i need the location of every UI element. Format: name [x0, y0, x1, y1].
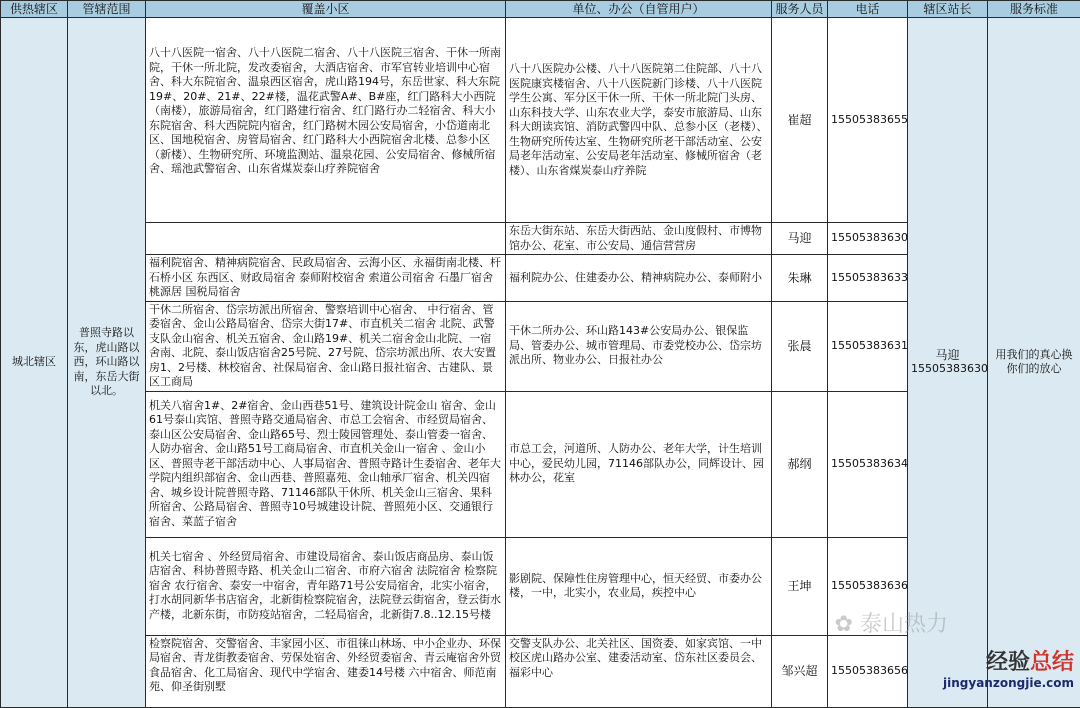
service-standard: 用我们的真心换你们的放心: [988, 18, 1080, 708]
wechat-icon: ✿: [835, 612, 853, 637]
table-row: [1, 18, 1080, 223]
account-name: 泰山热力: [860, 612, 948, 637]
site-name-part-1: 经验: [986, 650, 1030, 675]
communities-cell: 八十八医院一宿舍、八十八医院二宿舍、八十八医院三宿舍、干休一所南院，干休一所北院，发改委宿舍，大酒店宿舍、市军官转业培训中心宿舍、科大东院宿舍、温泉西区宿舍，虎山路194号，东岳世家、科大东院19#、20#、21#、22#楼，温花武警A#、B#座，红门路科大小西院（南楼），旅游局宿舍，红门路建行宿舍、红门路行办二轻宿舍、科大小东院宿舍、科大西院院内宿舍，红门路树木园公安局宿舍，小岱道南北区、国地税宿舍、房管局宿舍、红门路科大小西院宿舍北楼、总参小区（新楼）、生物研究所、环境监测站、温泉花园、公安局宿舍、修械所宿舍、瑶池武警宿舍、山东省煤炭泰山疗养院宿舍: [146, 18, 506, 223]
header-district: 供热辖区: [1, 1, 68, 18]
header-staff: 服务人员: [772, 1, 828, 18]
communities-cell: 检察院宿舍、交警宿舍、丰家园小区、市徂徕山林场、中小企业办、环保局宿舍、青龙街教委宿舍、劳保处宿舍、外经贸委宿舍、青云庵宿舍外贸食品宿舍、化工局宿舍、现代中学宿舍、建委14号楼 六中宿舍、师范南苑、仰圣街别墅: [146, 635, 506, 707]
phone-cell: 15505383636: [828, 537, 908, 635]
communities-cell: [146, 223, 506, 255]
chief-name: 马迎: [911, 348, 984, 363]
header-row: [1, 1, 1080, 18]
site-logo-text: [943, 645, 1074, 676]
phone-cell: 15505383631: [828, 301, 908, 391]
header-units: 单位、办公（自管用户）: [506, 1, 772, 18]
units-cell: 八十八医院办公楼、八十八医院第二住院部、八十八医院康宾楼宿舍、八十八医院新门诊楼、八十八医院学生公寓、军分区干休一所、干休一所北院门头房、山东科技大学、山东农业大学，泰安市旅游局、山东科大朗读宾馆、消防武警四中队、总参小区（老楼）、生物研究所传达室、生物研究所老干部活动室、公安局老年活动室、公安局老年活动室、修械所宿舍（老楼）、山东省煤炭泰山疗养院: [506, 18, 772, 223]
header-chief: 辖区站长: [908, 1, 988, 18]
units-cell: 干休二所办公、环山路143#公安局办公、银保监局、管委办公、城市管理局、市委党校办公、岱宗坊派出所、物业办公、日报社办公: [506, 301, 772, 391]
site-name-part-2: 总结: [1030, 650, 1074, 675]
header-scope: 管辖范围: [68, 1, 146, 18]
site-url: jingyanzongjie.com: [943, 676, 1074, 690]
district-name: 城北辖区: [1, 18, 68, 708]
units-cell: 福利院办公、住建委办公、精神病院办公、泰师附小: [506, 255, 772, 302]
units-cell: 影剧院、保障性住房管理中心，恒天经贸、市委办公楼，一中，北实小，农业局，疾控中心: [506, 537, 772, 635]
staff-cell: 崔超: [772, 18, 828, 223]
phone-cell: 15505383634: [828, 391, 908, 537]
chief-phone: 15505383630: [911, 362, 984, 377]
staff-cell: 邹兴超: [772, 635, 828, 707]
staff-cell: 王坤: [772, 537, 828, 635]
staff-cell: 马迎: [772, 223, 828, 255]
phone-cell: 15505383655: [828, 18, 908, 223]
site-watermark: [943, 645, 1074, 690]
communities-cell: 机关八宿舍1#、2#宿舍、金山西巷51号、建筑设计院金山 宿舍、金山61号泰山宾馆、普照寺路交通局宿舍、市总工会宿舍、市经贸局宿舍、泰山区公安局宿舍、金山路65号、烈士陵园管理处、泰山管委一宿舍、人防办宿舍、金山路51号工商局宿舍、市直机关金山一宿舍 、金山小区、普照寺老干部活动中心、人事局宿舍、普照寺路计生委宿舍、老年大学院内组织部宿舍、金山西巷、普照嘉苑、金山轴承厂宿舍、机关四宿舍、城乡设计院普照寺路、71146部队干休所、机关金山三宿舍、果科所宿舍、公路局宿舍、普照寺10号城建设计院、普照苑小区、交通银行宿舍、菜蓝子宿舍: [146, 391, 506, 537]
header-communities: 覆盖小区: [146, 1, 506, 18]
district-scope: 普照寺路以东，虎山路以西，环山路以南，东岳大街以北。: [68, 18, 146, 708]
staff-cell: 张晨: [772, 301, 828, 391]
units-cell: 东岳大街东站、东岳大街西站、金山度假村、市博物馆办公、花室、市公安局、通信营营房: [506, 223, 772, 255]
communities-cell: 干休二所宿舍、岱宗坊派出所宿舍、警察培训中心宿舍、 中行宿舍、管委宿舍、金山公路局宿舍、岱宗大街17#、市直机关二宿舍 北院、武警支队金山宿舍、机关五宿舍、金山路19#、机关二宿舍金山北院、一宿舍南、北院、泰山饭店宿舍25号院、27号院、岱宗坊派出所、农大安置房1、2号楼、林校宿舍、社保局宿舍、金山路日报社宿舍、古建队、景区工商局: [146, 301, 506, 391]
communities-cell: 机关七宿舍 、外经贸局宿舍、市建设局宿舍、泰山饭店商品房、泰山饭店宿舍、科协普照寺路、机关金山二宿舍、市府六宿舍 法院宿舍 检察院宿舍 农行宿舍、泰安一中宿舍，青年路71号公安局宿舍，北实小宿舍，打水胡同新华书店宿舍，北新街检察院宿舍，法院登云街宿舍，登云街水产楼，北新东街，市防疫站宿舍，二轻局宿舍，北新街7.8..12.15号楼: [146, 537, 506, 635]
staff-cell: 郝纲: [772, 391, 828, 537]
district-chief: [908, 18, 988, 708]
header-phone: 电话: [828, 1, 908, 18]
phone-cell: 15505383630: [828, 223, 908, 255]
wechat-account-watermark: [835, 607, 948, 638]
units-cell: 交警支队办公、北关社区、国资委、如家宾馆、一中校区虎山路办公室、建委活动室、岱东社区委员会、福彩中心: [506, 635, 772, 707]
units-cell: 市总工会，河道所、人防办公、老年大学，计生培训中心，爱民幼儿园，71146部队办公，同辉设计、园林办公，花室: [506, 391, 772, 537]
phone-cell: 15505383633: [828, 255, 908, 302]
phone-cell: 15505383656: [828, 635, 908, 707]
header-standard: 服务标准: [988, 1, 1080, 18]
staff-cell: 朱琳: [772, 255, 828, 302]
communities-cell: 福利院宿舍、精神病院宿舍、民政局宿舍、云海小区、永福街南北楼、杆石桥小区 东西区、财政局宿舍 泰师附校宿舍 索道公司宿舍 石墨厂宿舍 桃源居 国税局宿舍: [146, 255, 506, 302]
